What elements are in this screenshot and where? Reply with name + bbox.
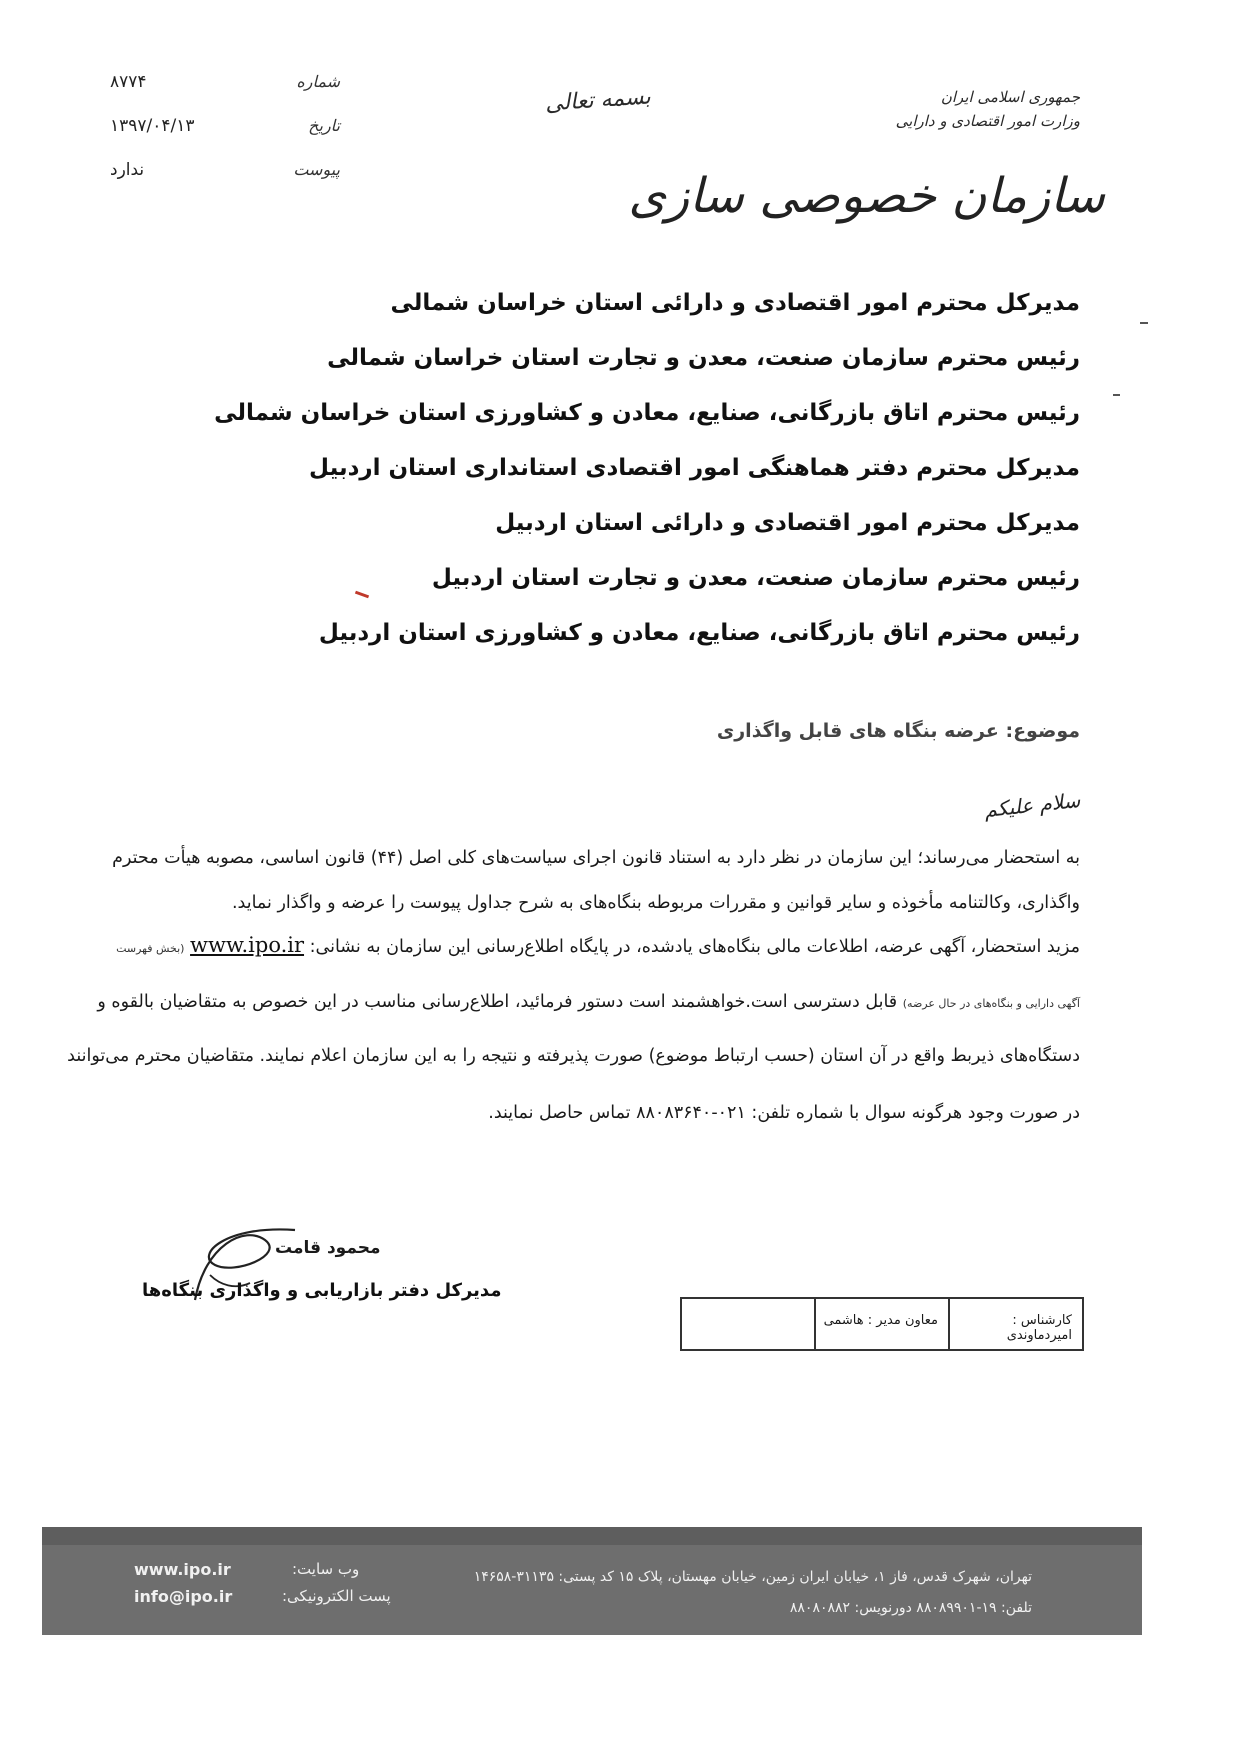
republic-line-2: وزارت امور اقتصادی و دارایی <box>895 112 1080 130</box>
body-line-4-text: قابل دسترسی است.خواهشمند است دستور فرمائید، اطلاع‌رسانی مناسب در این خصوص به متقاضیان بالقوه و <box>97 992 898 1012</box>
signer-title: مدیرکل دفتر بازاریابی و واگذاری بنگاه‌ها <box>142 1280 502 1301</box>
recipient-item: مدیرکل محترم دفتر هماهنگی امور اقتصادی استانداری استان اردبیل <box>309 455 1080 481</box>
letter-meta <box>110 72 340 204</box>
recipient-item: رئیس محترم سازمان صنعت، معدن و تجارت استان اردبیل <box>431 565 1080 591</box>
letter-date: ۱۳۹۷/۰۴/۱۳ <box>110 116 195 136</box>
date-row <box>110 116 340 160</box>
body-line-6: در صورت وجود هرگونه سوال با شماره تلفن: ۰۲۱-۸۸۰۸۳۶۴۰ تماس حاصل نمایند. <box>488 1103 1080 1123</box>
body-line-3 <box>116 933 1080 957</box>
signer-name: محمود قامت <box>275 1238 381 1258</box>
body-line-1: به استحضار می‌رساند؛ این سازمان در نظر دارد به استناد قانون اجرای سیاست‌های کلی اصل (۴۴) قانون اساسی، مصوبه هیأت محترم <box>112 848 1080 868</box>
footer-website-label: وب سایت: <box>292 1560 360 1578</box>
body-line-3-note: (بخش فهرست <box>116 942 185 955</box>
body-line-5: دستگاه‌های ذیربط واقع در آن استان (حسب ارتباط موضوع) صورت پذیرفته و نتیجه را به این سازمان اعلام نمایند. متقاضیان محترم می‌توانند <box>67 1046 1080 1066</box>
basmala: بسمه تعالی <box>544 84 652 117</box>
scan-mark <box>1113 394 1120 396</box>
staff-empty <box>682 1299 814 1349</box>
organization-logo-title: سازمان خصوصی سازی <box>628 168 1105 224</box>
body-line-2: واگذاری، وکالتنامه مأخوذه و سایر قوانین و مقررات مربوطه بنگاه‌های به شرح جداول پیوست را عرضه و واگذار نماید. <box>231 893 1080 913</box>
footer-email-label: پست الکترونیکی: <box>282 1587 391 1605</box>
recipient-item: رئیس محترم اتاق بازرگانی، صنایع، معادن و کشاورزی استان خراسان شمالی <box>214 400 1080 426</box>
footer-address: تهران، شهرک قدس، فاز ۱، خیابان ایران زمین، خیابان مهستان، پلاک ۱۵ کد پستی: ۳۱۱۳۵-۱۴۶۵۸ <box>473 1569 1032 1585</box>
staff-expert: کارشناس : امیردماوندی <box>948 1299 1082 1349</box>
attachment-label: پیوست <box>293 160 340 179</box>
date-label: تاریخ <box>308 116 340 135</box>
staff-info-box <box>680 1297 1084 1351</box>
recipients-list <box>180 283 1080 668</box>
body-line-3-text: مزید استحضار، آگهی عرضه، اطلاعات مالی بنگاه‌های یادشده، در پایگاه اطلاع‌رسانی این سازمان به نشانی: <box>309 937 1080 957</box>
body-line-4 <box>97 992 1080 1012</box>
footer-email[interactable]: info@ipo.ir <box>134 1587 233 1606</box>
footer-top-bar <box>42 1527 1142 1545</box>
body-line-4-note: آگهی دارایی و بنگاه‌های در حال عرضه) <box>902 997 1080 1010</box>
footer-phone: تلفن: ۱۹-۸۸۰۸۹۹۰۱ دورنویس: ۸۸۰۸۰۸۸۲ <box>789 1600 1032 1616</box>
attachment-row <box>110 160 340 204</box>
scan-mark <box>1140 322 1148 324</box>
recipient-item: مدیرکل محترم امور اقتصادی و دارائی استان اردبیل <box>495 510 1080 536</box>
footer-website[interactable]: www.ipo.ir <box>134 1560 231 1579</box>
greeting: سلام علیکم <box>982 788 1081 822</box>
recipient-item: رئیس محترم اتاق بازرگانی، صنایع، معادن و کشاورزی استان اردبیل <box>318 620 1080 646</box>
recipient-item: رئیس محترم سازمان صنعت، معدن و تجارت استان خراسان شمالی <box>327 345 1080 371</box>
number-row <box>110 72 340 116</box>
attachment-value: ندارد <box>110 160 145 180</box>
republic-header <box>896 85 1080 133</box>
republic-line-1: جمهوری اسلامی ایران <box>940 88 1080 106</box>
footer <box>42 1545 1142 1635</box>
letter-number: ۸۷۷۴ <box>110 72 147 92</box>
staff-deputy: معاون مدیر : هاشمی <box>814 1299 948 1349</box>
subject-line: موضوع: عرضه بنگاه های قابل واگذاری <box>716 720 1080 742</box>
recipient-item: مدیرکل محترم امور اقتصادی و دارائی استان خراسان شمالی <box>390 290 1080 316</box>
number-label: شماره <box>296 72 340 91</box>
website-link[interactable]: www.ipo.ir <box>190 933 305 957</box>
